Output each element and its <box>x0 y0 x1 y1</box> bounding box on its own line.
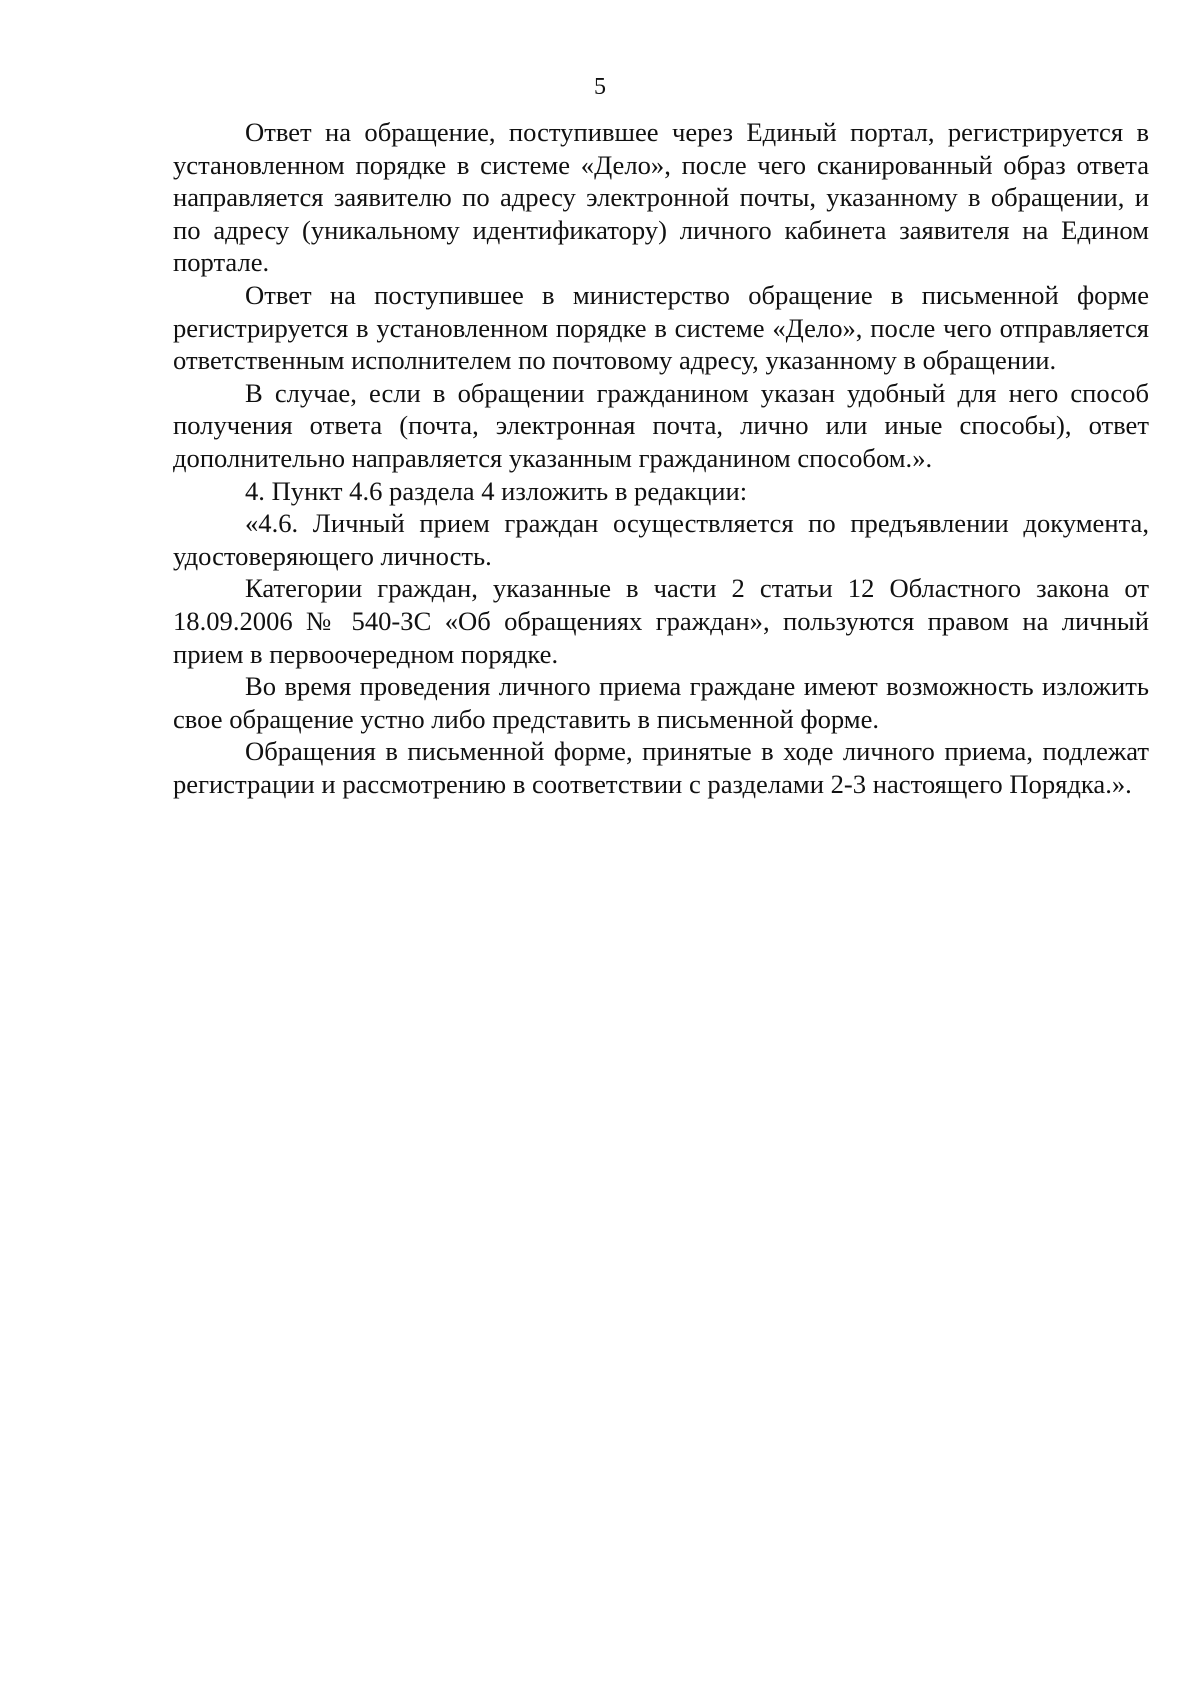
document-body <box>173 116 1149 800</box>
paragraph-priority-categories: Категории граждан, указанные в части 2 статьи 12 Областного закона от 18.09.2006 № 540-ЗС «Об обращениях граждан», пользуются правом на личный прием в первоочередном порядке. <box>173 573 1149 669</box>
paragraph-answer-portal: Ответ на обращение, поступившее через Единый портал, регистрируется в установленном порядке в системе «Дело», после чего сканированный образ ответа направляется заявителю по адресу электронной почты, указанному в обращении, и по адресу (уникальному идентификатору) личного кабинета заявителя на Едином портале. <box>173 117 1149 278</box>
paragraph-answer-written: Ответ на поступившее в министерство обращение в письменной форме регистрируется в установленном порядке в системе «Дело», после чего отправляется ответственным исполнителем по почтовому адресу, указанному в обращении. <box>173 279 1149 376</box>
paragraph-written-appeal: Обращения в письменной форме, принятые в ходе личного приема, подлежат регистрации и рассмотрению в соответствии с разделами 2-3 настоящего Порядка.». <box>173 736 1149 799</box>
paragraph-oral-appeal: Во время проведения личного приема граждане имеют возможность изложить свое обращение устно либо представить в письменной форме. <box>173 671 1149 734</box>
paragraph-item-4: 4. Пункт 4.6 раздела 4 изложить в редакции: <box>245 475 748 506</box>
page-number: 5 <box>594 74 606 100</box>
paragraph-clause-4-6: «4.6. Личный прием граждан осуществляется по предъявлении документа, удостоверяющего личность. <box>173 508 1149 571</box>
paragraph-answer-method: В случае, если в обращении гражданином указан удобный для него способ получения ответа (почта, электронная почта, лично или иные способы), ответ дополнительно направляется указанным гражданином способом.». <box>173 377 1149 473</box>
